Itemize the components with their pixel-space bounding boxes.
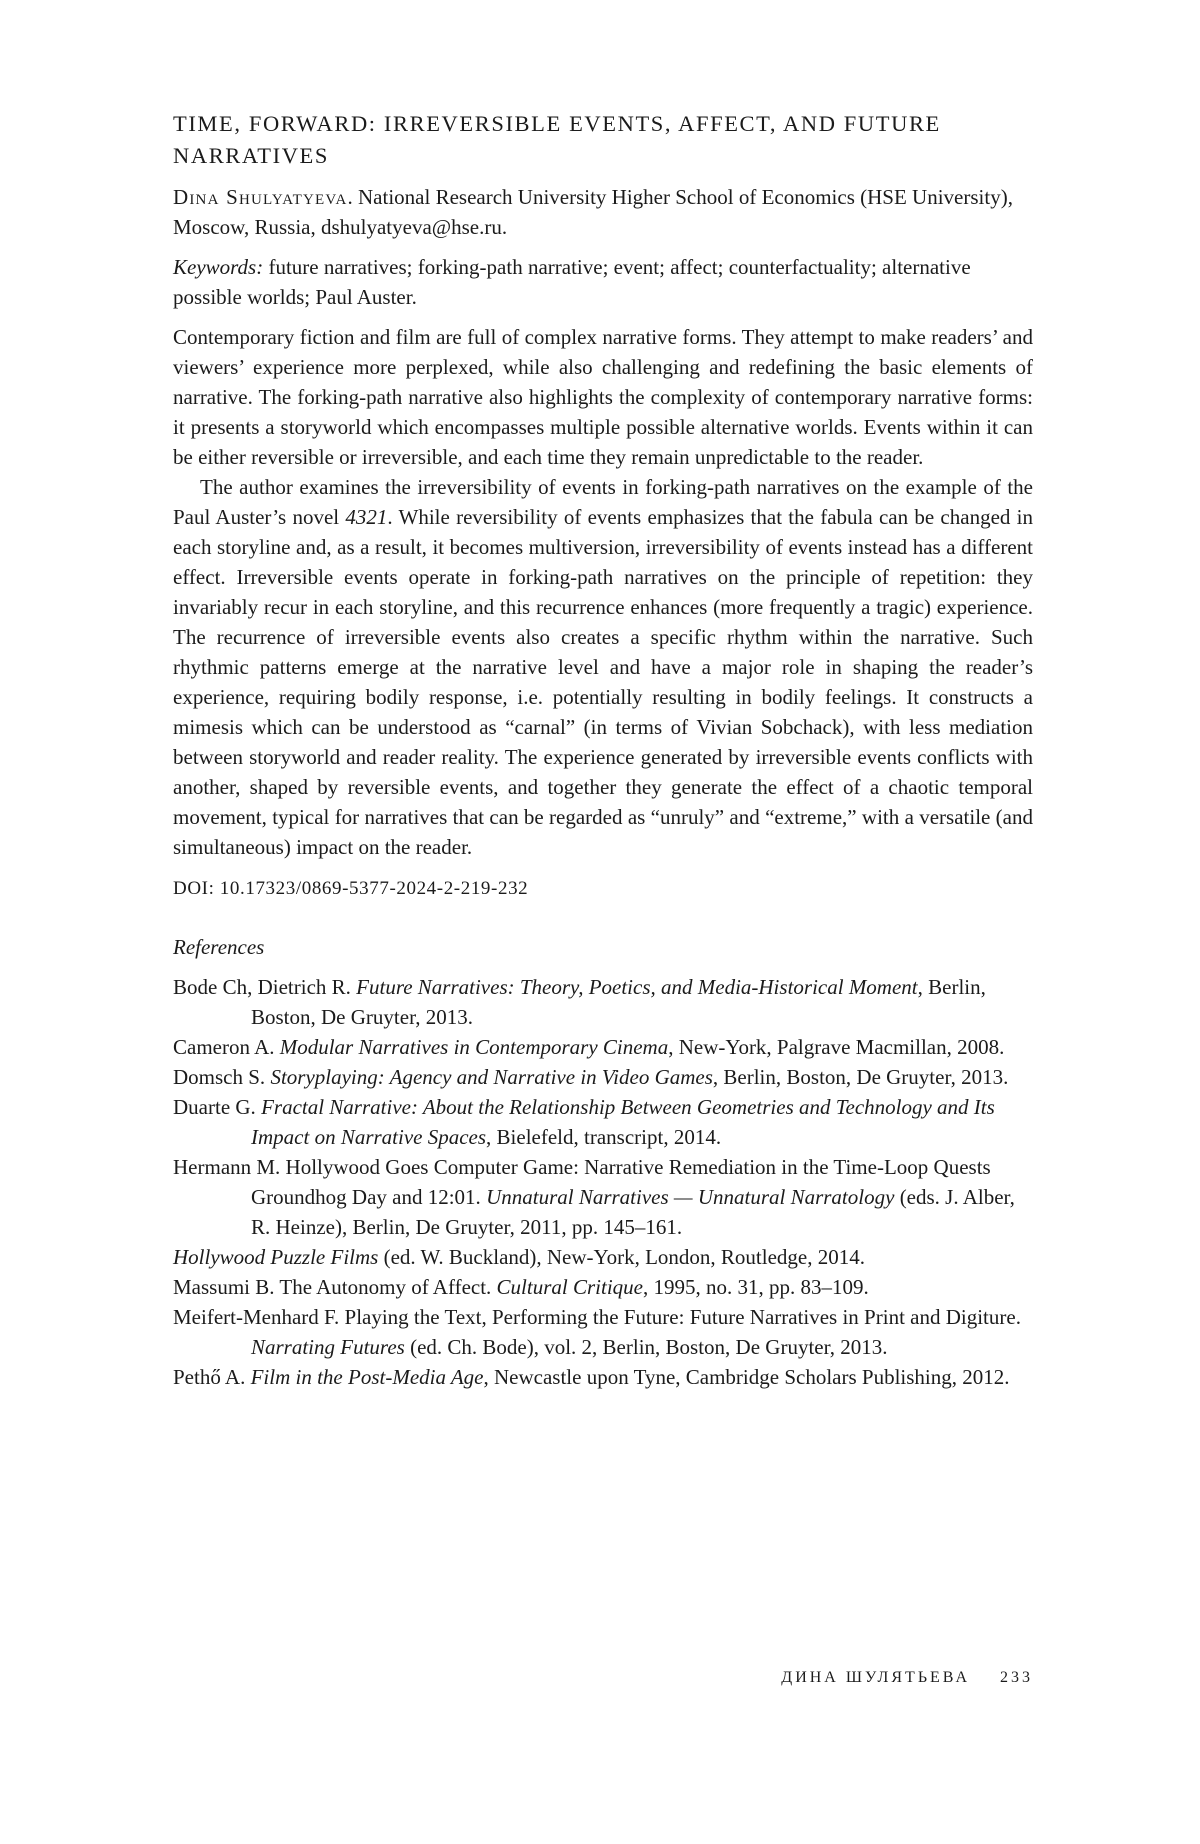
reference-item: Meifert-Menhard F. Playing the Text, Performing the Future: Future Narratives in Print and Digiture. Narrating Futures (ed. Ch. Bode), vol. 2, Berlin, Boston, De Gruyter, 2013. — [173, 1305, 1021, 1359]
keywords-label: Keywords: — [173, 255, 264, 279]
reference-item: Cameron A. Modular Narratives in Contemporary Cinema, New-York, Palgrave Macmillan, 2008. — [173, 1035, 1005, 1059]
author-affiliation: . National Research University Higher School of Economics (HSE University), Moscow, Russia, dshulyatyeva@hse.ru. — [173, 185, 1013, 239]
running-head: ДИНА ШУЛЯТЬЕВА — [781, 1669, 970, 1686]
references-heading: References — [173, 935, 265, 959]
references-list — [173, 972, 1033, 1392]
article-title: TIME, FORWARD: IRREVERSIBLE EVENTS, AFFECT, AND FUTURE NARRATIVES — [173, 111, 941, 168]
reference-item: Duarte G. Fractal Narrative: About the Relationship Between Geometries and Technology and Its Impact on Narrative Spaces, Bielefeld, transcript, 2014. — [173, 1095, 995, 1149]
reference-item: Hermann M. Hollywood Goes Computer Game: Narrative Remediation in the Time-Loop Quests Groundhog Day and 12:01. Unnatural Narratives — Unnatural Narratology (eds. J. Alber, R. Heinze), Berlin, De Gruyter, 2011, pp. 145–161. — [173, 1155, 1015, 1239]
novel-title: 4321 — [345, 505, 388, 529]
reference-item: Massumi B. The Autonomy of Affect. Cultural Critique, 1995, no. 31, pp. 83–109. — [173, 1275, 869, 1299]
keywords — [173, 252, 1033, 312]
doi: DOI: 10.17323/0869-5377-2024-2-219-232 — [173, 878, 529, 899]
author-name: Dina Shulyatyeva — [173, 185, 348, 209]
abstract — [173, 322, 1033, 862]
abstract-paragraph-2 — [173, 472, 1033, 862]
reference-item: Pethő A. Film in the Post-Media Age, Newcastle upon Tyne, Cambridge Scholars Publishing, 2012. — [173, 1365, 1010, 1389]
abstract-p2-end: . While reversibility of events emphasizes that the fabula can be changed in each storyline and, as a result, it becomes multiversion, irreversibility of events instead has a different effect. Irreversible events operate in forking-path narratives on the principle of repetition: they invariably recur in each storyline, and this recurrence enhances (more frequently a tragic) experience. The recurrence of irreversible events also creates a specific rhythm within the narrative. Such rhythmic patterns emerge at the narrative level and have a major role in shaping the reader’s experience, requiring bodily response, i.e. potentially resulting in bodily feelings. It constructs a mimesis which can be understood as “carnal” (in terms of Vivian Sobchack), with less mediation between storyworld and reader reality. The experience generated by irreversible events conflicts with another, shaped by reversible events, and together they generate the effect of a chaotic temporal movement, typical for narratives that can be regarded as “unruly” and “extreme,” with a versatile (and simultaneous) impact on the reader. — [173, 505, 1033, 859]
abstract-paragraph-1: Contemporary fiction and film are full of complex narrative forms. They attempt to make readers’ and viewers’ experience more perplexed, while also challenging and redefining the basic elements of narrative. The forking-path narrative also highlights the complexity of contemporary narrative forms: it presents a storyworld which encompasses multiple possible alternative worlds. Events within it can be either reversible or irreversible, and each time they remain unpredictable to the reader. — [173, 325, 1033, 469]
abstract-p2-start: The author examines the irreversibility of events in forking-path narratives on the example of the Paul Auster’s novel — [173, 475, 1033, 529]
reference-item: Domsch S. Storyplaying: Agency and Narrative in Video Games, Berlin, Boston, De Gruyter, 2013. — [173, 1065, 1009, 1089]
page-content — [173, 108, 1033, 1392]
keywords-text: future narratives; forking-path narrative; event; affect; counterfactuality; alternative possible worlds; Paul Auster. — [173, 255, 971, 309]
running-footer — [781, 1669, 1033, 1687]
author-line — [173, 182, 1033, 242]
reference-item: Bode Ch, Dietrich R. Future Narratives: Theory, Poetics, and Media-Historical Moment, Berlin, Boston, De Gruyter, 2013. — [173, 975, 986, 1029]
page-number: 233 — [1000, 1669, 1033, 1686]
reference-item: Hollywood Puzzle Films (ed. W. Buckland), New-York, London, Routledge, 2014. — [173, 1245, 865, 1269]
